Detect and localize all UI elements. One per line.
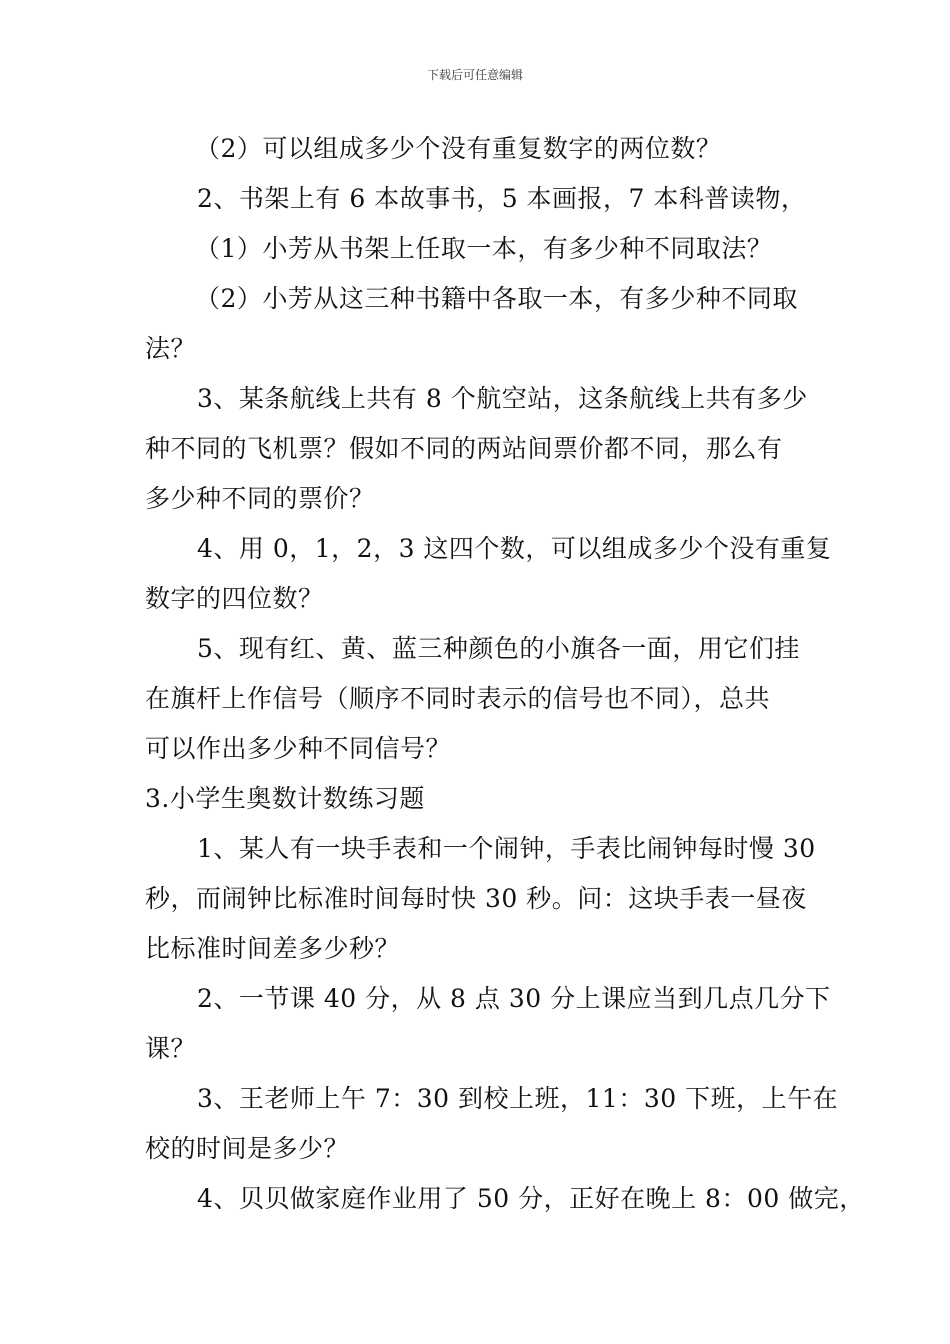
section-heading: 3.小学生奥数计数练习题: [145, 784, 425, 813]
text-line: 3、某条航线上共有 8 个航空站，这条航线上共有多少: [197, 384, 808, 413]
text-line: 法？: [145, 334, 197, 363]
text-line: 1、某人有一块手表和一个闹钟，手表比闹钟每时慢 30: [197, 834, 816, 863]
text-line: 3、王老师上午 7：30 到校上班，11：30 下班，上午在: [197, 1084, 839, 1113]
text-line: 课？: [145, 1034, 197, 1063]
text-line: 可以作出多少种不同信号？: [145, 734, 452, 763]
text-line: （2）小芳从这三种书籍中各取一本，有多少种不同取: [195, 284, 798, 313]
text-line: 校的时间是多少？: [145, 1134, 350, 1163]
text-line: 4、贝贝做家庭作业用了 50 分，正好在晚上 8：00 做完，: [197, 1184, 865, 1213]
page-header: 下载后可任意编辑: [426, 68, 523, 82]
text-line: 秒，而闹钟比标准时间每时快 30 秒。问：这块手表一昼夜: [145, 884, 807, 913]
text-line: 多少种不同的票价？: [145, 484, 375, 513]
text-line: 比标准时间差多少秒？: [145, 934, 401, 963]
text-line: 在旗杆上作信号（顺序不同时表示的信号也不同），总共: [145, 684, 771, 713]
text-line: （2）可以组成多少个没有重复数字的两位数？: [195, 134, 722, 163]
text-line: 4、用 0，1，2，3 这四个数，可以组成多少个没有重复: [197, 534, 832, 563]
text-line: 种不同的飞机票？假如不同的两站间票价都不同，那么有: [145, 434, 783, 463]
text-line: 5、现有红、黄、蓝三种颜色的小旗各一面，用它们挂: [197, 634, 800, 663]
text-line: 2、一节课 40 分，从 8 点 30 分上课应当到几点几分下: [197, 984, 831, 1013]
text-line: （1）小芳从书架上任取一本，有多少种不同取法？: [195, 234, 773, 263]
text-line: 数字的四位数？: [145, 584, 324, 613]
document-body: [145, 124, 865, 1224]
text-line: 2、书架上有 6 本故事书，5 本画报，7 本科普读物，: [197, 184, 807, 213]
